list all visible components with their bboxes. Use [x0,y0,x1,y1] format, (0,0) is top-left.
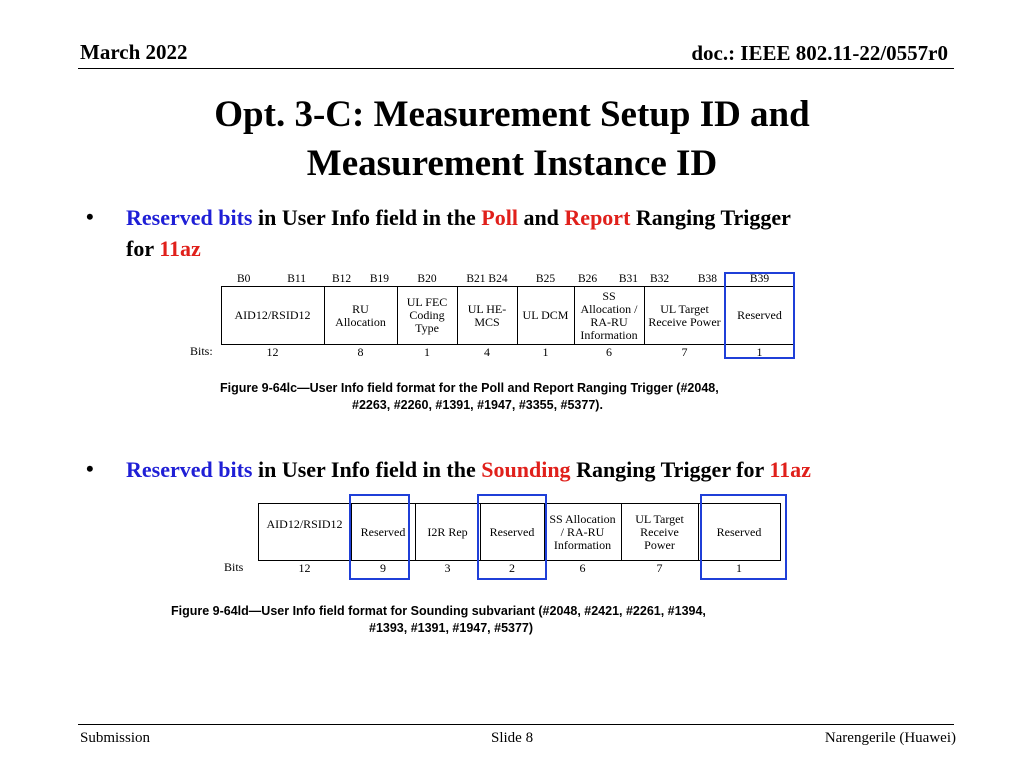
bits-cell: 9 [380,560,386,575]
reserved-highlight-box [349,494,410,580]
reserved-highlight-box [724,272,795,359]
field-cell: AID12/RSID12 [258,504,351,561]
bits-cell: 1 [424,344,430,359]
bit-position: B32 [650,272,670,285]
bit-position: B0 [237,272,251,285]
footer-author: Narengerile (Huawei) [824,730,956,746]
bits-cell: 1 [542,344,549,359]
bit-position: B11 [287,272,306,285]
field-cell: I2R Rep [415,504,480,561]
bullet-1-report: Report [564,205,631,230]
field-cell: RU Allocation [324,287,397,345]
footer-submission: Submission [80,730,151,746]
bullet-1-reserved-bits: Reserved bits [126,205,253,230]
bullet-1-line-1 [126,202,791,233]
bit-position: B19 [369,272,389,285]
field-cell: UL Target Receive Power [644,287,725,345]
bullet-2-reserved-bits: Reserved bits [126,457,253,482]
bullet-1-span: for [126,236,160,261]
bit-position: B38 [697,272,717,285]
caption-line: Figure 9-64ld—User Info field format for Sounding subvariant (#2048, #2421, #2261, #1394, [171,604,706,618]
bits-cell: 3 [444,560,451,575]
bits-cell: 8 [357,344,364,359]
bits-cell: 6 [606,344,612,359]
bullet-1-span: Ranging Trigger [630,205,791,230]
bullet-1-span: in User Info field in the [252,205,482,230]
bullet-2-span: Ranging Trigger for [570,457,770,482]
field-cell: UL HE-MCS [457,287,517,345]
bit-position-cell: B21 B24 [466,272,508,285]
bullet-2-glyph: • [86,456,94,481]
slide-title [0,90,1024,188]
bit-position-cell: B20 [417,272,437,285]
field-cell: SS Allocation / RA-RU Information [544,504,621,561]
field-cell: Reserved [480,504,544,561]
bullet-2-11az: 11az [769,457,811,482]
header-date: March 2022 [80,40,188,64]
bits-cell: 6 [579,560,586,575]
bullet-1-line-2 [126,233,791,264]
bits-cell: 7 [681,344,688,359]
bullet-2-sounding: Sounding [481,457,571,482]
field-cell: UL FEC Coding Type [397,287,457,345]
bits-cell: 7 [656,560,663,575]
field-cell: UL DCM [517,287,574,345]
field-cell: Reserved [698,504,780,561]
bit-position-row [188,272,794,287]
header-doc-id: doc.: IEEE 802.11-22/0557r0 [691,41,948,65]
bit-position-cell: B39 [749,272,770,285]
reserved-highlight-box [477,494,547,580]
bit-position-cell [221,272,324,287]
caption-line: #1393, #1391, #1947, #5377) [369,621,534,635]
bits-label: Bits: [190,344,213,359]
bits-cell: 1 [736,560,742,575]
footer-rule [78,724,954,725]
caption-line: #2263, #2260, #1391, #1947, #3355, #5377). [352,398,603,412]
bit-position-cell: B25 [535,272,556,285]
field-label-spacer [188,287,221,345]
header-rule [78,68,954,69]
bit-position: B26 [578,272,598,285]
bits-cell: 1 [756,344,763,359]
bit-position-cell [644,272,725,287]
bits-row [188,345,794,360]
bits-cell: 2 [509,560,515,575]
bits-cell: 12 [298,560,311,575]
title-line-2: Measurement Instance ID [306,143,718,184]
field-row [188,287,794,345]
figure-caption-poll-report [220,380,719,414]
bullet-2-span: in User Info field in the [252,457,482,482]
bullet-2-text [126,454,811,485]
bit-position: B12 [332,272,352,285]
bit-position-cell [574,272,644,287]
field-cell: Reserved [351,504,415,561]
field-cell: AID12/RSID12 [221,287,324,345]
field-label-spacer [222,504,258,561]
bullet-1-glyph: • [86,204,94,229]
footer-slide-number: Slide 8 [491,730,534,746]
bit-position-cell [324,272,397,287]
field-cell: SS Allocation / RA-RU Information [574,287,644,345]
figure-caption-sounding [171,603,706,637]
caption-line: Figure 9-64lc—User Info field format for the Poll and Report Ranging Trigger (#2048, [220,381,719,395]
bullet-1-text [126,202,791,264]
field-cell: Reserved [725,287,794,345]
bullet-1-span: and [517,205,565,230]
bit-position: B31 [618,272,638,285]
bits-label: Bits [224,560,244,575]
bit-label-spacer [188,272,221,287]
user-info-field-table-poll-report [188,272,795,359]
bits-cell: 4 [484,344,490,359]
bullet-1-poll: Poll [481,205,518,230]
bits-cell: 12 [266,344,279,359]
field-cell: UL Target Receive Power [621,504,698,561]
title-line-1: Opt. 3-C: Measurement Setup ID and [214,94,810,135]
reserved-highlight-box [700,494,787,580]
bullet-1-11az: 11az [159,236,201,261]
